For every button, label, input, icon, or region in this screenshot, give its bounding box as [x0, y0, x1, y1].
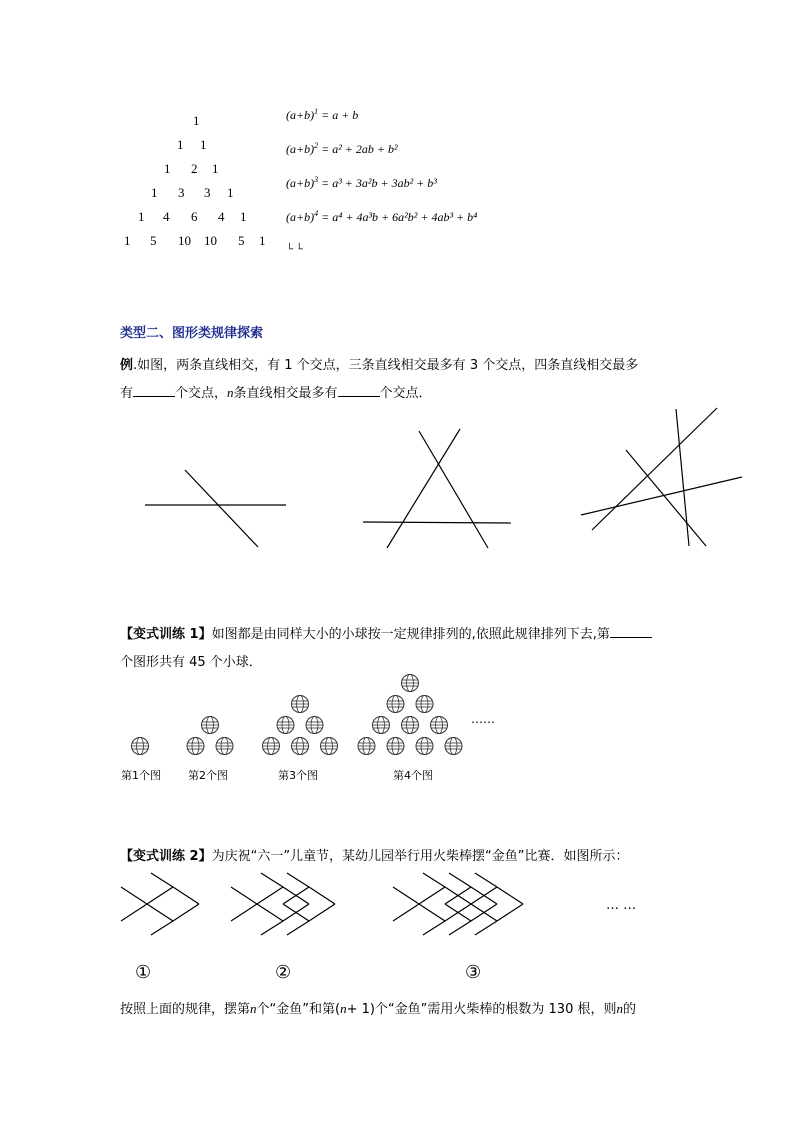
- figure-caption: 第3个图: [278, 769, 318, 782]
- pascal-num: 1: [164, 161, 171, 176]
- intersecting-lines-figures: [145, 408, 742, 548]
- pascal-num: 10: [178, 233, 191, 248]
- pascal-num: 4: [218, 209, 225, 224]
- line: [363, 522, 511, 523]
- matchstick: [287, 873, 309, 887]
- training1-line-1: 【变式训练 1】如图都是由同样大小的小球按一定规律排列的,依照此规律排列下去,第: [120, 623, 652, 642]
- matchstick: [257, 887, 283, 904]
- matchstick: [423, 921, 445, 935]
- ball: [416, 696, 433, 713]
- pascal-num: 3: [204, 185, 211, 200]
- line: [581, 477, 742, 515]
- section-heading: 类型二、图形类规律探索: [120, 326, 264, 341]
- figure-caption: 第2个图: [188, 769, 228, 782]
- ball: [187, 738, 204, 755]
- matchstick: [423, 873, 445, 887]
- matchstick: [173, 904, 199, 921]
- matchstick: [261, 921, 283, 935]
- ball-figures: [132, 675, 463, 755]
- ball: [387, 696, 404, 713]
- matchstick: [151, 873, 173, 887]
- ball: [358, 738, 375, 755]
- pascal-num: 1: [151, 185, 158, 200]
- pascal-num: 1: [124, 233, 131, 248]
- matchstick: [419, 887, 445, 904]
- training2-line-1: 【变式训练 2】为庆祝“六一”儿童节，某幼儿园举行用火柴棒摆“金鱼”比赛．如图所示：: [120, 849, 629, 864]
- matchstick: [147, 904, 173, 921]
- matchstick: [497, 887, 523, 904]
- ball: [202, 717, 219, 734]
- pascal-num: 3: [178, 185, 185, 200]
- example-line-1: 例.如图，两条直线相交，有 1 个交点，三条直线相交最多有 3 个交点，四条直线相交最多: [120, 358, 639, 373]
- matchstick: [449, 873, 471, 887]
- matchstick: [231, 887, 257, 904]
- ball: [306, 717, 323, 734]
- expansion-3: $(a+b)^3 = a^3 + 3a^2b + 3ab^2 + b^3$: [286, 175, 437, 190]
- pascal-num: 5: [150, 233, 157, 248]
- ball: [402, 717, 419, 734]
- ball: [132, 738, 149, 755]
- ball: [373, 717, 390, 734]
- training2-question: 按照上面的规律，摆第n个“金鱼”和第(n+ 1)个“金鱼”需用火柴棒的根数为 130 根，则n的: [120, 1001, 636, 1017]
- pascal-num: 1: [212, 161, 219, 176]
- ball: [292, 696, 309, 713]
- line: [419, 431, 488, 548]
- figure-caption: 第4个图: [393, 769, 433, 782]
- expansion-4: $(a+b)^4 = a^4 + 4a^3b + 6a^2b^2 + 4ab^3 + b^4$: [286, 209, 478, 224]
- line: [626, 450, 706, 546]
- matchstick: [393, 887, 419, 904]
- ball: [216, 738, 233, 755]
- matchstick: [419, 904, 445, 921]
- matchstick: [173, 887, 199, 904]
- pascal-num: 1: [177, 137, 184, 152]
- pascal-num: 10: [204, 233, 217, 248]
- ball: [277, 717, 294, 734]
- line: [676, 409, 689, 546]
- pascal-num: 4: [163, 209, 170, 224]
- continuation-dots: ……: [471, 712, 495, 726]
- figure-caption: 第1个图: [121, 769, 161, 782]
- ball: [402, 675, 419, 692]
- pascal-num: 6: [191, 209, 198, 224]
- ellipsis-marks: └ └: [286, 244, 303, 255]
- ball: [292, 738, 309, 755]
- figure-label: ②: [275, 962, 292, 983]
- ball: [431, 717, 448, 734]
- pascal-num: 1: [193, 113, 200, 128]
- pascal-num: 2: [191, 161, 198, 176]
- matchstick: [475, 873, 497, 887]
- pascal-num: 1: [227, 185, 234, 200]
- matchstick: [147, 887, 173, 904]
- matchstick: [151, 921, 173, 935]
- figure-label: ①: [135, 962, 152, 983]
- fish-figures: [121, 873, 523, 935]
- figure-label: ③: [465, 962, 482, 983]
- example-line-2: 有 个交点，n条直线相交最多有 个交点．: [120, 385, 432, 401]
- pascal-num: 1: [259, 233, 266, 248]
- ball: [416, 738, 433, 755]
- matchstick: [121, 887, 147, 904]
- matchstick: [231, 904, 257, 921]
- matchstick: [475, 921, 497, 935]
- matchstick: [287, 921, 309, 935]
- matchstick: [257, 904, 283, 921]
- matchstick: [449, 921, 471, 935]
- matchstick: [497, 904, 523, 921]
- line: [387, 429, 460, 548]
- continuation-dots: … …: [606, 898, 637, 913]
- ball: [445, 738, 462, 755]
- matchstick: [261, 873, 283, 887]
- ball: [387, 738, 404, 755]
- pascal-num: 1: [200, 137, 207, 152]
- line: [185, 470, 258, 547]
- matchstick: [309, 887, 335, 904]
- matchstick: [393, 904, 419, 921]
- training1-line-2: 个图形共有 45 个小球．: [120, 655, 262, 670]
- pascal-num: 1: [240, 209, 247, 224]
- line: [592, 408, 717, 530]
- ball: [321, 738, 338, 755]
- pascal-num: 5: [238, 233, 245, 248]
- matchstick: [309, 904, 335, 921]
- matchstick: [121, 904, 147, 921]
- expansion-1: $(a+b)^1 = a + b$: [286, 107, 359, 122]
- ball: [263, 738, 280, 755]
- expansion-2: $(a+b)^2 = a^2 + 2ab + b^2$: [286, 141, 398, 156]
- pascal-num: 1: [138, 209, 145, 224]
